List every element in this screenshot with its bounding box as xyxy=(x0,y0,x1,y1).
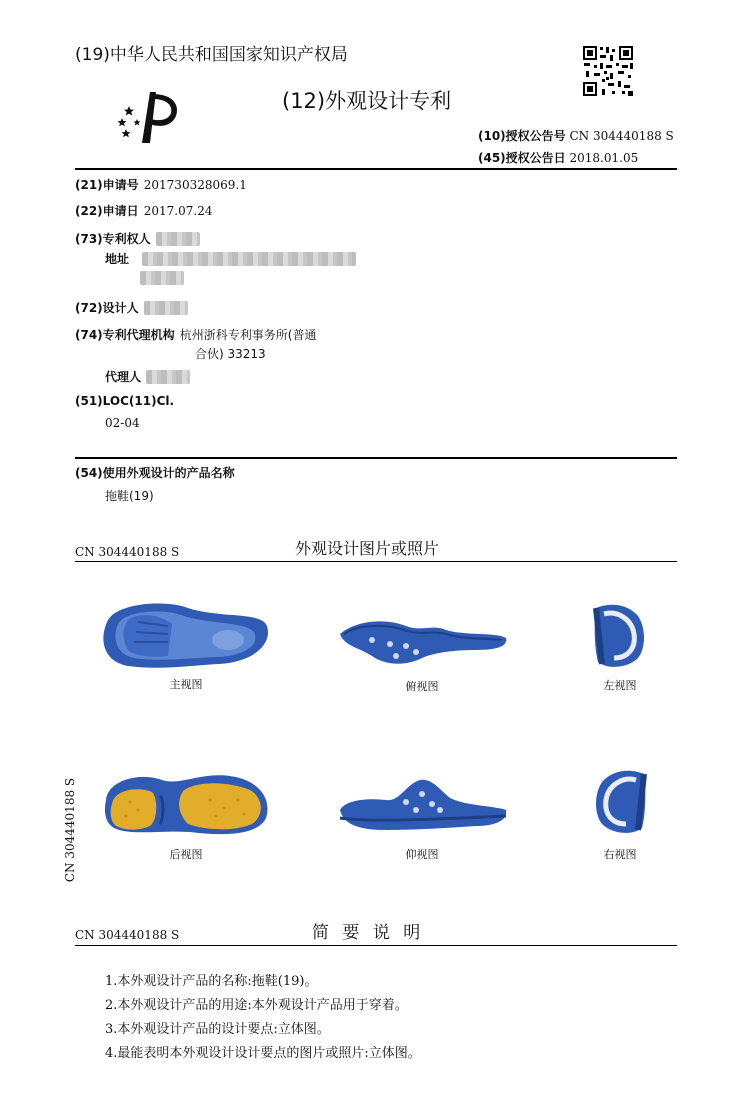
designer-row xyxy=(75,297,188,316)
slipper-bottom-view-image xyxy=(336,776,508,836)
brief-item: 2.本外观设计产品的用途:本外观设计产品用于穿着。 xyxy=(105,998,408,1013)
document-type-title: (12)外观设计专利 xyxy=(282,89,452,113)
designer-redacted xyxy=(144,301,188,315)
cnipa-emblem-logo xyxy=(112,88,184,144)
patent-owner-redacted xyxy=(156,232,200,246)
slipper-right-view-image xyxy=(592,768,648,836)
side-doc-number: CN 304440188 S xyxy=(63,777,77,883)
application-date: 2017.07.24 xyxy=(143,204,213,218)
header-divider xyxy=(75,168,677,170)
product-name-label: (54)使用外观设计的产品名称 xyxy=(75,466,235,480)
address-redacted xyxy=(142,252,356,266)
caption-right-view: 右视图 xyxy=(603,848,637,861)
publication-date-row xyxy=(478,149,638,166)
publication-number: CN 304440188 S xyxy=(569,129,674,143)
address-label: 地址 xyxy=(105,252,130,266)
agent-redacted xyxy=(146,370,190,384)
loc-classification-label: (51)LOC(11)Cl. xyxy=(75,394,175,408)
publication-number-row xyxy=(478,127,674,144)
publication-number-label: (10)授权公告号 xyxy=(478,129,566,143)
images-section-title: 外观设计图片或照片 xyxy=(295,539,440,558)
application-date-label: (22)申请日 xyxy=(75,204,139,218)
loc-classification-value: 02-04 xyxy=(105,416,140,430)
brief-item: 4.最能表明本外观设计设计要点的图片或照片:立体图。 xyxy=(105,1046,421,1061)
caption-rear-view: 后视图 xyxy=(169,848,203,861)
slipper-front-view-image xyxy=(98,600,274,672)
address-row xyxy=(105,248,356,267)
product-name: 拖鞋(19) xyxy=(105,489,154,503)
caption-main-view: 主视图 xyxy=(169,678,203,691)
brief-item: 3.本外观设计产品的设计要点:立体图。 xyxy=(105,1022,330,1037)
publication-date: 2018.01.05 xyxy=(569,151,639,165)
application-number: 201730328069.1 xyxy=(143,178,247,192)
address-redacted-line2 xyxy=(140,271,184,285)
slipper-rear-view-image xyxy=(100,770,272,838)
brief-item: 1.本外观设计产品的名称:拖鞋(19)。 xyxy=(105,974,318,989)
images-doc-number: CN 304440188 S xyxy=(75,545,180,559)
product-divider xyxy=(75,457,677,459)
publication-date-label: (45)授权公告日 xyxy=(478,151,566,165)
brief-doc-number: CN 304440188 S xyxy=(75,928,180,942)
brief-divider xyxy=(75,945,677,946)
brief-title: 简 要 说 明 xyxy=(312,923,425,943)
agency-name: 杭州浙科专利事务所(普通 xyxy=(179,328,317,342)
agent-row xyxy=(105,366,190,385)
agent-label: 代理人 xyxy=(105,370,142,384)
caption-left-view: 左视图 xyxy=(603,679,637,692)
office-name: (19)中华人民共和国国家知识产权局 xyxy=(75,45,348,65)
patent-owner-row xyxy=(75,228,200,247)
agency-label: (74)专利代理机构 xyxy=(75,328,175,342)
application-date-row xyxy=(75,200,212,219)
agency-row xyxy=(75,324,316,343)
application-number-label: (21)申请号 xyxy=(75,178,139,192)
qr-code xyxy=(582,45,634,97)
patent-owner-label: (73)专利权人 xyxy=(75,232,151,246)
application-number-row xyxy=(75,174,247,193)
caption-top-view: 俯视图 xyxy=(405,680,439,693)
designer-label: (72)设计人 xyxy=(75,301,139,315)
caption-bottom-view: 仰视图 xyxy=(405,848,439,861)
agency-name-line2: 合伙) 33213 xyxy=(195,347,266,361)
slipper-top-view-image xyxy=(336,612,508,670)
images-divider xyxy=(75,561,677,562)
slipper-left-view-image xyxy=(592,602,648,670)
